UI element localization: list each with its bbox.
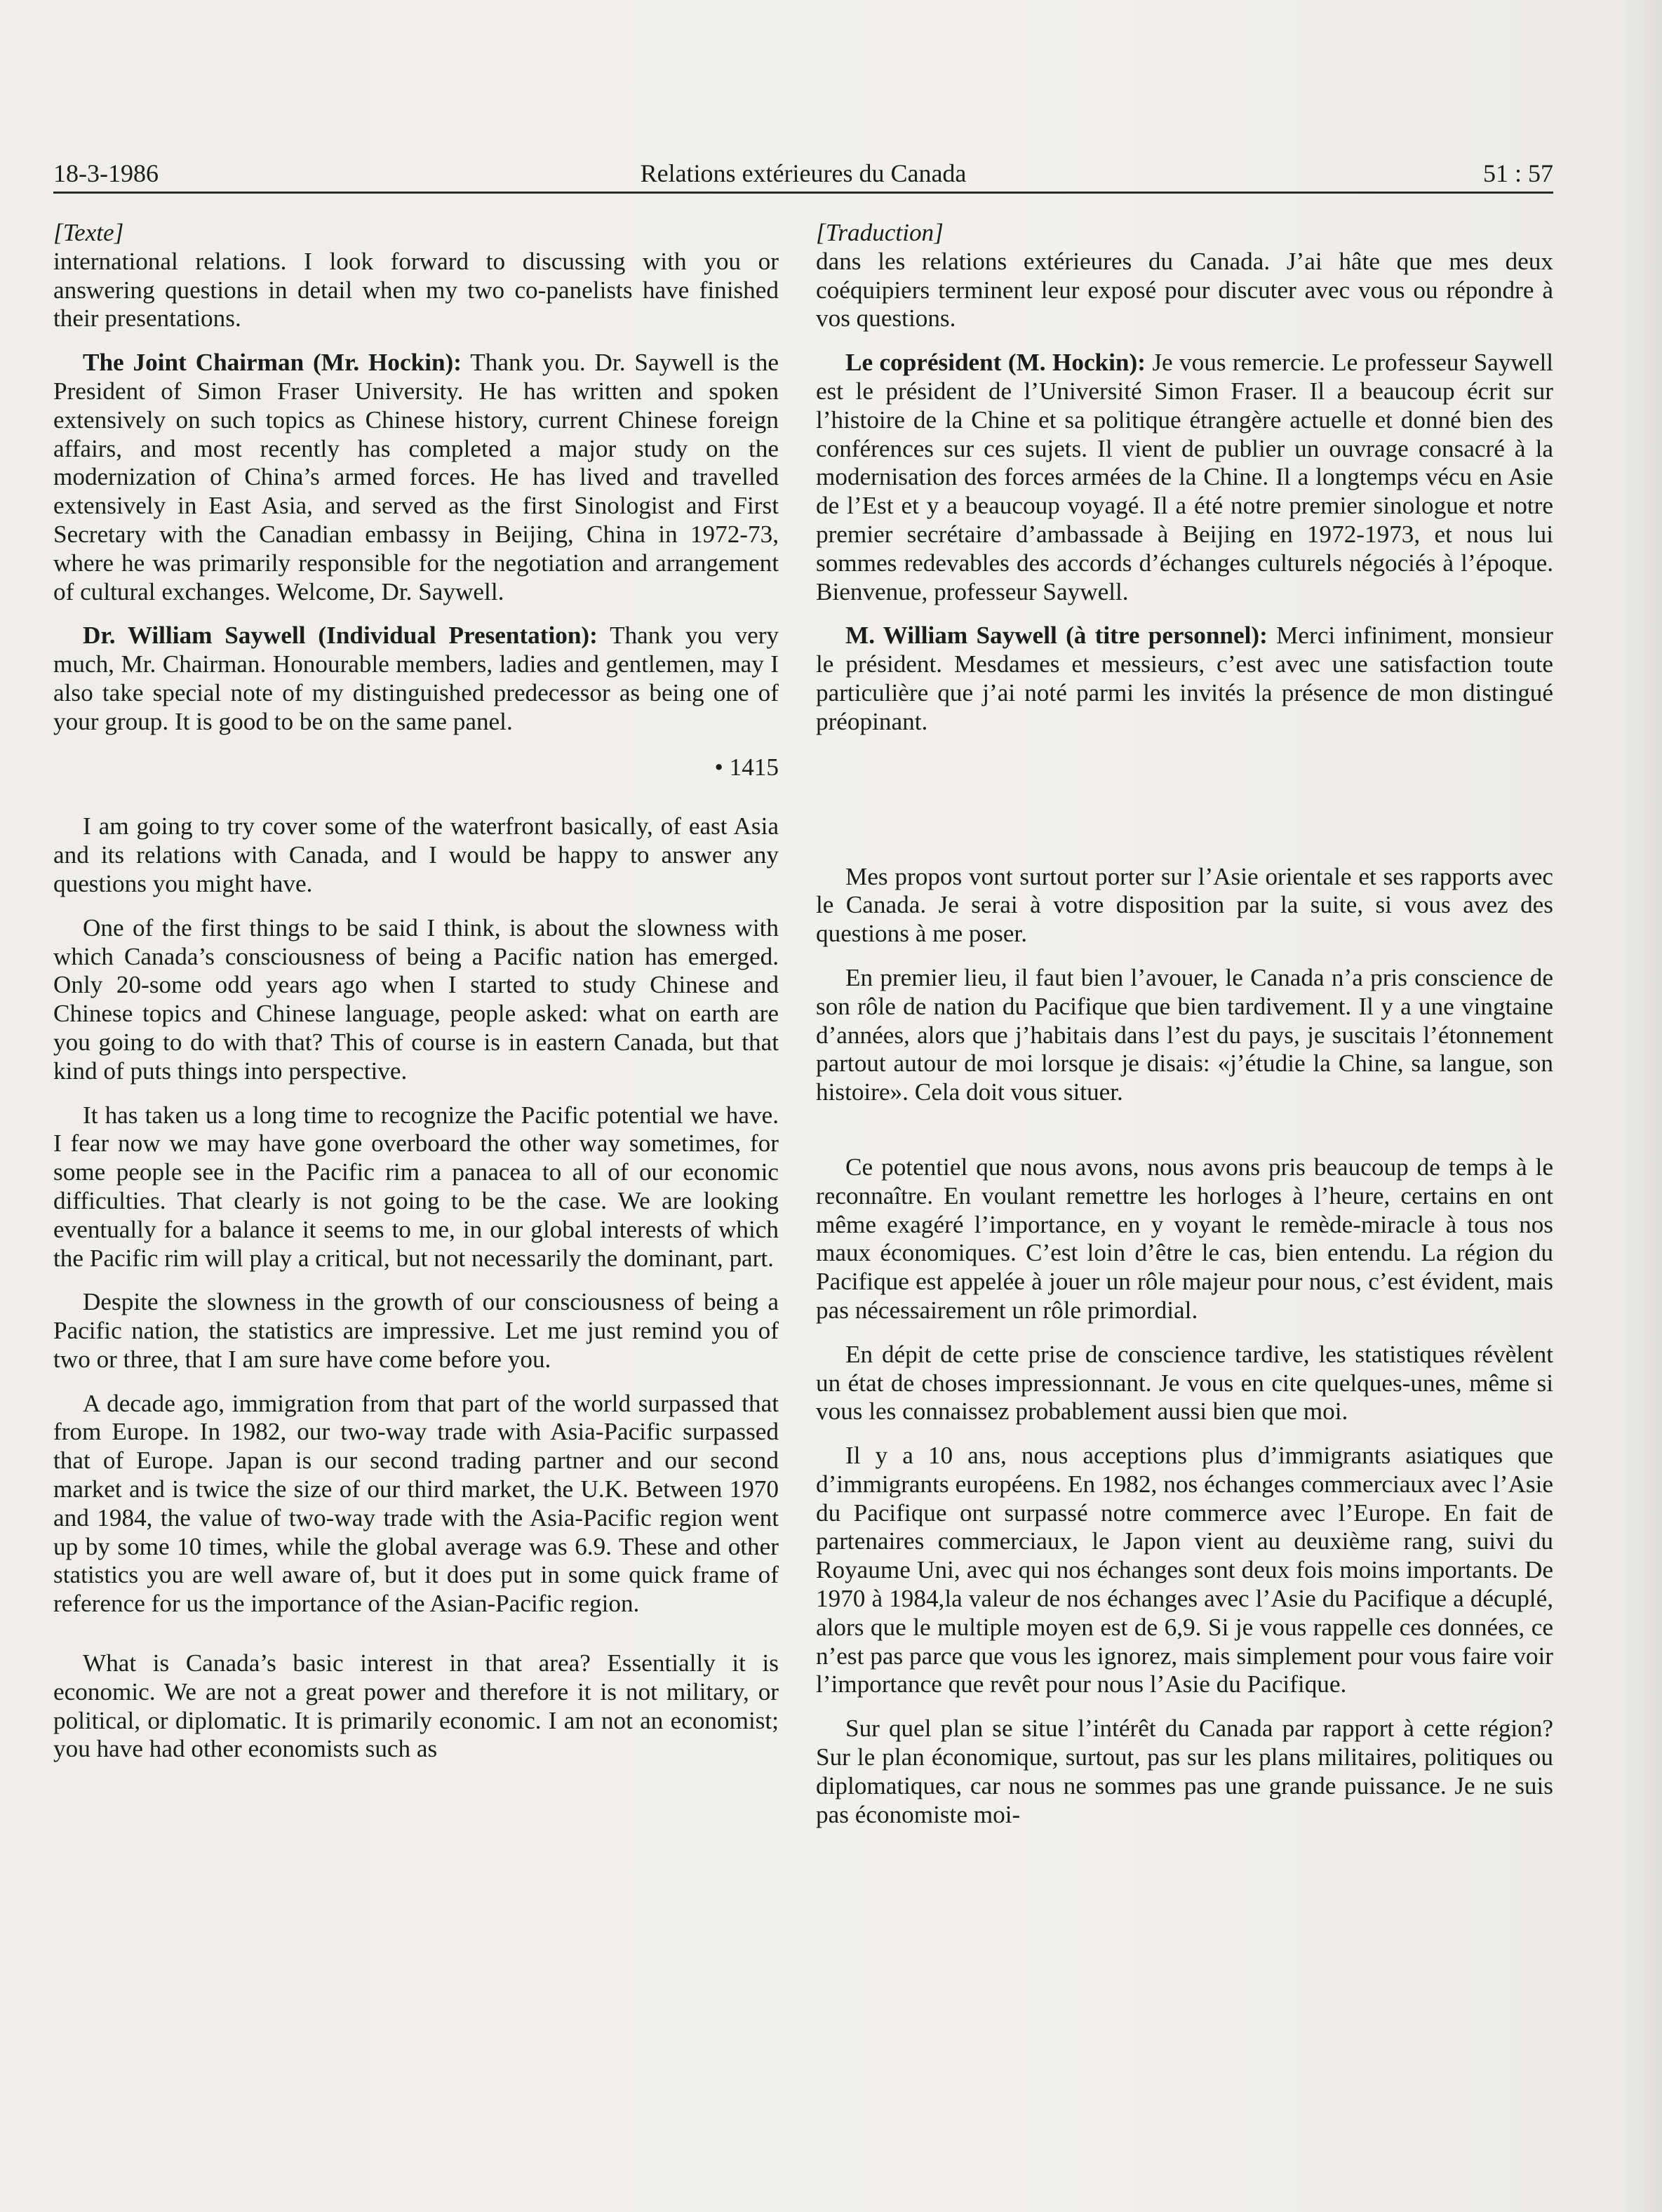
paragraph: A decade ago, immigration from that part of the world surpassed that from Europe. In 1982, our two-way trade with Asia-Pacific surpassed that of Europe. Japan is our second trading partner and our second market and is twice the size of our third market, the U.K. Between 1970 and 1984, the value of two-way trade with the Asia-Pacific region went up by some 10 times, while the global average was 6.9. These and other statistics you are well aware of, but it does put in some quick frame of reference for us the importance of the Asian-Pacific region. xyxy=(53,1389,779,1618)
header-rule xyxy=(53,192,1553,194)
speech-text: Thank you. Dr. Saywell is the President of Simon Fraser University. He has written and spoken extensively on such topics as Chinese history, current Chinese foreign affairs, and most recently has completed a major study on the modernization of China’s armed forces. He has lived and travelled extensively in East Asia, and served as the first Sinologist and First Secretary with the Canadian embassy in Beijing, China in 1972-73, where he was primarily responsible for the negotiation and arrangement of cultural exchanges. Welcome, Dr. Saywell. xyxy=(53,349,779,605)
paragraph xyxy=(816,622,1553,736)
header-title: Relations extérieures du Canada xyxy=(640,159,967,187)
page-header xyxy=(53,156,1553,191)
paragraph: En premier lieu, il faut bien l’avouer, le Canada n’a pris conscience de son rôle de nation du Pacifique que bien tardivement. Il y a une vingtaine d’années, alors que j’habitais dans l’est du pays, je suscitais l’étonnement partout autour de moi lorsque je disais: «j’étudie la Chine, sa langue, son histoire». Cela doit vous situer. xyxy=(816,963,1553,1106)
paragraph: What is Canada’s basic interest in that area? Essentially it is economic. We are not a great power and therefore it is not military, or political, or diplomatic. It is primarily economic. I am not an economist; you have had other economists such as xyxy=(53,1649,779,1763)
speech-text: Je vous remercie. Le professeur Saywell est le président de l’Université Simon Fraser. Il a beaucoup écrit sur l’histoire de la Chine et sa politique étrangère actuelle et donné bien des conférences sur ces sujets. Il vient de publier un ouvrage consacré à la modernisation des forces armées de la Chine. Il a longtemps vécu en Asie de l’Est et y a beaucoup voyagé. Il a été notre premier sinologue et notre premier secrétaire d’ambassade à Beijing en 1972-1973, et nous lui sommes redevables des accords d’échanges culturels négociés à l’époque. Bienvenue, professeur Saywell. xyxy=(816,349,1553,605)
paragraph: I am going to try cover some of the waterfront basically, of east Asia and its relations with Canada, and I would be happy to answer any questions you might have. xyxy=(53,812,779,897)
header-date: 18-3-1986 xyxy=(53,159,159,187)
spacer xyxy=(816,752,1553,863)
spacer xyxy=(816,1122,1553,1153)
speaker-name: Dr. William Saywell (Individual Presentation): xyxy=(83,622,598,650)
paragraph: Despite the slowness in the growth of our consciousness of being a Pacific nation, the statistics are impressive. Let me just remind you of two or three, that I am sure have come before you. xyxy=(53,1288,779,1373)
time-marker: • 1415 xyxy=(714,753,779,781)
paragraph: international relations. I look forward to discussing with you or answering questions in detail when my two co-panelists have finished their presentations. xyxy=(53,247,779,333)
spacer xyxy=(53,1634,779,1649)
paragraph: It has taken us a long time to recognize the Pacific potential we have. I fear now we may have gone overboard the other way sometimes, for some people see in the Pacific rim a panacea to all of our economic difficulties. That clearly is not going to be the case. We are looking eventually for a balance it seems to me, in our global interests of which the Pacific rim will play a critical, but not necessarily the dominant, part. xyxy=(53,1101,779,1272)
paragraph: En dépit de cette prise de conscience tardive, les statistiques révèlent un état de choses impressionnant. Je vous en cite quelques-unes, même si vous les connaissez probablement aussi bien que moi. xyxy=(816,1340,1553,1426)
speech-text: Thank you very much, Mr. Chairman. Honourable members, ladies and gentlemen, may I also take special note of my distinguished predecessor as being one of your group. It is good to be on the same panel. xyxy=(53,622,779,735)
french-column xyxy=(816,219,1553,1844)
column-tag: [Traduction] xyxy=(816,219,944,246)
paragraph: One of the first things to be said I think, is about the slowness with which Canada’s consciousness of being a Pacific nation has emerged. Only 20-some odd years ago when I started to study Chinese and Chinese topics and Chinese language, people asked: what on earth are you going to do with that? This of course is in eastern Canada, but that kind of puts things into perspective. xyxy=(53,913,779,1085)
paragraph xyxy=(53,349,779,606)
paragraph: dans les relations extérieures du Canada. J’ai hâte que mes deux coéquipiers terminent leur exposé pour discuter avec vous ou répondre à vos questions. xyxy=(816,247,1553,333)
header-page-number: 51 : 57 xyxy=(1482,159,1553,187)
speech-text: Merci infiniment, monsieur le président. Mesdames et messieurs, c’est avec une satisfaction toute particulière que j’ai noté parmi les invités la présence de mon distingué préopinant. xyxy=(816,622,1553,735)
speaker-name: The Joint Chairman (Mr. Hockin): xyxy=(83,349,462,377)
paragraph: Il y a 10 ans, nous acceptions plus d’immigrants asiatiques que d’immigrants européens. En 1982, nos échanges commerciaux avec l’Asie du Pacifique ont surpassé notre commerce avec l’Europe. En fait de partenaires commerciaux, le Japon vient au deuxième rang, suivi du Royaume Uni, avec qui nos échanges sont deux fois moins importants. De 1970 à 1984,la valeur de nos échanges avec l’Asie du Pacifique a décuplé, alors que le multiple moyen est de 6,9. Si je vous rappelle ces données, ce n’est pas parce que vous les ignorez, mais simplement pour vous faire voir l’importance que revêt pour nous l’Asie du Pacifique. xyxy=(816,1442,1553,1698)
paragraph xyxy=(816,349,1553,606)
speaker-name: M. William Saywell (à titre personnel): xyxy=(845,622,1268,650)
paragraph: Sur quel plan se situe l’intérêt du Canada par rapport à cette région? Sur le plan économique, surtout, pas sur les plans militaires, politiques ou diplomatiques, car nous ne sommes pas une grande puissance. Je ne suis pas économiste moi- xyxy=(816,1715,1553,1828)
paragraph xyxy=(53,622,779,736)
page-edge-shadow xyxy=(1620,0,1662,2212)
paragraph: Ce potentiel que nous avons, nous avons pris beaucoup de temps à le reconnaître. En voulant remettre les horloges à l’heure, certains en ont même exagéré l’importance, en y voyant le remède-miracle à tous nos maux économiques. C’est loin d’être le cas, bien entendu. La région du Pacifique est appelée à jouer un rôle majeur pour nous, c’est évident, mais pas nécessairement un rôle primordial. xyxy=(816,1153,1553,1324)
english-column xyxy=(53,219,779,1779)
speaker-name: Le coprésident (M. Hockin): xyxy=(845,349,1146,377)
column-tag: [Texte] xyxy=(53,219,124,246)
paragraph: Mes propos vont surtout porter sur l’Asie orientale et ses rapports avec le Canada. Je serai à votre disposition par la suite, si vous avez des questions à me poser. xyxy=(816,862,1553,948)
